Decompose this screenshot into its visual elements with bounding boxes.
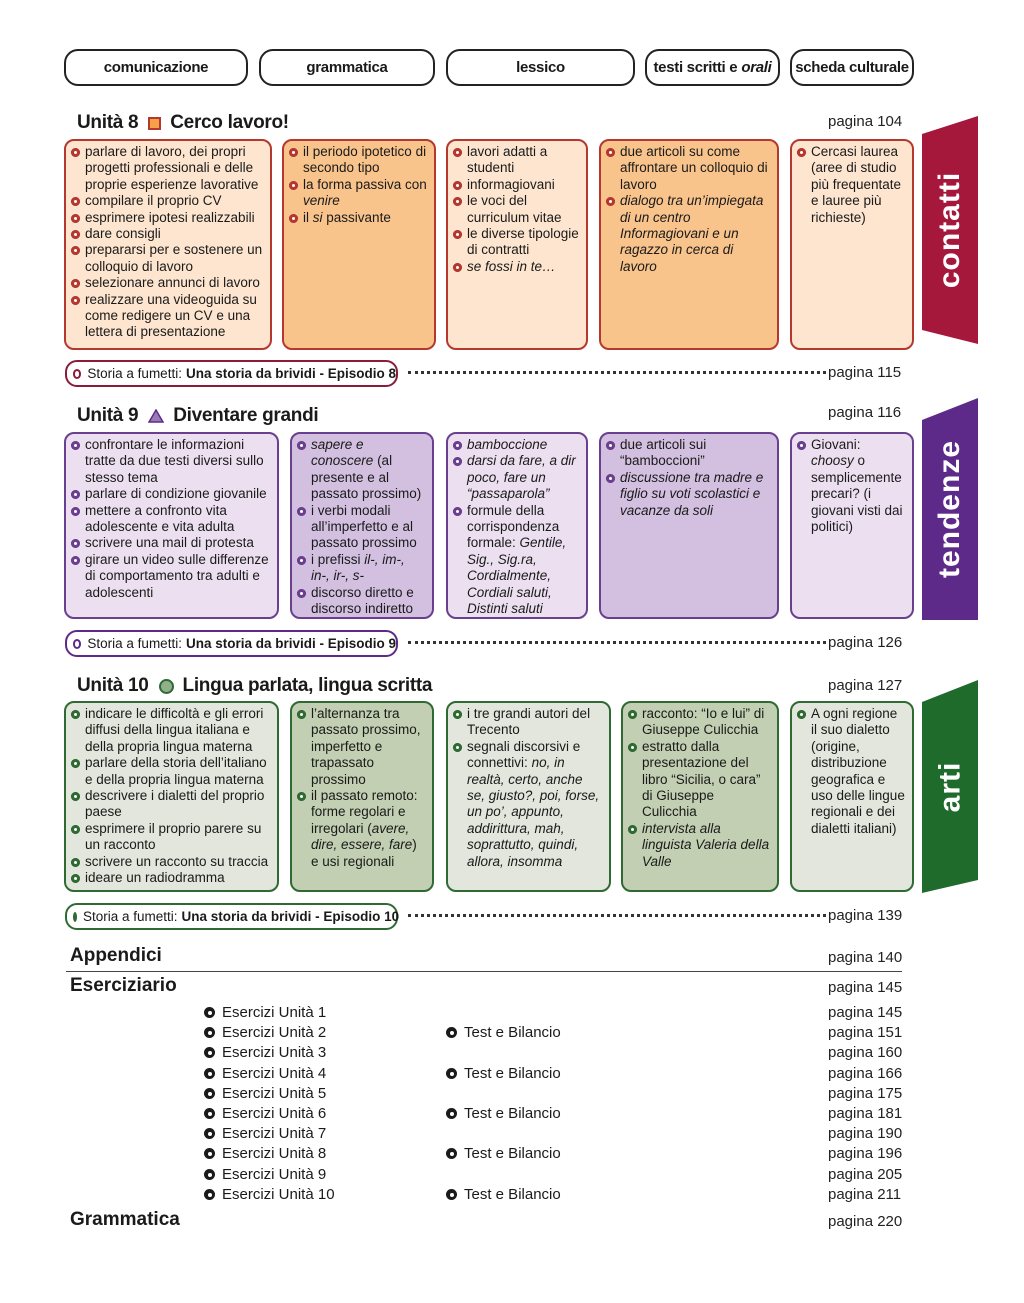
exercise-page: pagina 151 [828,1024,903,1041]
unit10-scheda [790,701,914,892]
unit9-comic-row [65,630,398,657]
list-item [453,739,604,870]
side-label: arti [933,761,966,812]
list-item [297,552,427,585]
comic-label: Storia a fumetti: [87,636,182,651]
list-item: parlare di condizione giovanile [71,486,272,502]
exercise-page: pagina 160 [828,1044,903,1061]
text: i prefissi [311,551,361,567]
exercise-page: pagina 205 [828,1166,903,1183]
exercise-label: Esercizi Unità 4 [222,1065,327,1082]
unit10-comunicazione [64,701,279,892]
unit10-grammatica [290,701,434,892]
bullet-icon [73,369,81,379]
unit8-side-tab [922,116,978,344]
list-item: compilare il proprio CV [71,193,265,209]
test-label: Test e Bilancio [464,1065,561,1082]
list-item: ideare un radiodramma [71,870,272,886]
exercise-label: Esercizi Unità 8 [222,1145,327,1162]
square-icon [148,117,161,130]
unit10-testi [621,701,779,892]
test-item [446,1024,561,1041]
circle-icon [159,679,174,694]
header-label: testi scritti e [653,59,738,76]
text: passivante [326,209,391,225]
list-item [297,788,427,870]
list-item: bamboccione [453,437,581,453]
list-item: scrivere una mail di protesta [71,535,272,551]
dotted-leader [408,641,826,644]
unit10-lessico [446,701,611,892]
list-item: realizzare una videoguida su come redigere un CV e una lettera di presentazione [71,292,265,341]
list-item [797,437,907,535]
unit8-comunicazione [64,139,272,350]
list-item: parlare di lavoro, dei propri progetti professionali e delle proprie esperienze lavorative [71,144,265,193]
comic-label: Storia a fumetti: [87,366,182,381]
grammatica-page: pagina 220 [828,1213,903,1230]
text: il passato remoto: forme regolari e irregolari ( [311,788,418,836]
text: il [303,209,309,225]
test-item [446,1105,561,1122]
unit-name: Diventare grandi [173,405,319,426]
list-item: prepararsi per e sostenere un colloquio di lavoro [71,242,265,275]
list-item [289,210,429,226]
exercise-label: Esercizi Unità 10 [222,1186,335,1203]
exercise-item [204,1024,326,1041]
unit10-title [77,675,432,697]
unit9-lessico [446,432,588,619]
text-italic: no, in realtà, certo, anche se, giusto?, poi, forse, un po’, appunto, addirittura, mah, soprattutto, quindi, allora, insomma [467,755,600,869]
unit-number: Unità 9 [77,405,139,426]
header-label-italic: orali [741,59,772,76]
bullet-icon [204,1068,215,1079]
bullet-icon [204,1148,215,1159]
unit9-side-tab [922,398,978,620]
bullet-icon [204,1088,215,1099]
appendici-page: pagina 140 [828,949,903,966]
unit8-scheda [790,139,914,350]
dotted-leader [408,371,826,374]
exercise-label: Esercizi Unità 6 [222,1105,327,1122]
header-lessico [446,49,635,86]
unit8-comic-page: pagina 115 [828,364,902,381]
bullet-icon [204,1047,215,1058]
exercise-item [204,1065,326,1082]
exercise-page: pagina 196 [828,1145,903,1162]
bullet-icon [446,1108,457,1119]
list-item: le diverse tipologie di contratti [453,226,581,259]
text: la forma passiva con [303,176,427,192]
list-item: due articoli sui “bamboccioni” [606,437,772,470]
text-italic: Gentile, Sig., Sig.ra, Cordialmente, Cordiali saluti, Distinti saluti [467,535,567,617]
bullet-icon [73,639,81,649]
list-item: lavori adatti a studenti [453,144,581,177]
text-italic: avere, dire, essere, fare [311,820,413,853]
list-item: i tre grandi autori del Trecento [453,706,604,739]
unit9-grammatica [290,432,434,619]
exercise-page: pagina 211 [828,1186,902,1203]
unit8-page: pagina 104 [828,113,903,130]
list-item: intervista alla linguista Valeria della Valle [628,821,772,870]
text: o semplicemente precari? (i giovani visti dai politici) [811,453,903,535]
list-item: esprimere il proprio parere su un racconto [71,821,272,854]
grammatica-heading: Grammatica [70,1209,180,1230]
unit9-scheda [790,432,914,619]
unit8-lessico [446,139,588,350]
exercise-label: Esercizi Unità 9 [222,1166,327,1183]
list-item: darsi da fare, a dir poco, fare un “passaparola” [453,453,581,502]
test-label: Test e Bilancio [464,1186,561,1203]
unit9-comic-page: pagina 126 [828,634,903,651]
bullet-icon [204,1007,215,1018]
side-label: contatti [933,171,967,289]
exercise-page: pagina 181 [828,1105,903,1122]
text: Giovani: [811,437,861,452]
exercise-item [204,1145,326,1162]
test-label: Test e Bilancio [464,1024,561,1041]
bullet-icon [204,1027,215,1038]
bullet-icon [204,1189,215,1200]
list-item: l’alternanza tra passato prossimo, imperfetto e trapassato prossimo [297,706,427,788]
test-item [446,1065,561,1082]
bullet-icon [446,1027,457,1038]
comic-label: Storia a fumetti: [83,909,178,924]
bullet-icon [446,1148,457,1159]
list-item: discussione tra madre e figlio su voti scolastici e vacanze da soli [606,470,772,519]
text: segnali discorsivi e connettivi: [467,738,581,771]
text-italic: il-, im-, in-, ir-, s- [311,551,405,584]
list-item: indicare le difficoltà e gli errori diffusi della lingua italiana e della propria lingua materna [71,706,272,755]
text: (al presente e al passato prossimo) [311,453,422,502]
list-item: parlare della storia dell’italiano e della propria lingua materna [71,755,272,788]
unit8-grammatica [282,139,436,350]
list-item: discorso diretto e discorso indiretto [297,585,427,618]
comic-title: Una storia da brividi - Episodio 10 [181,909,400,924]
list-item: descrivere i dialetti del proprio paese [71,788,272,821]
bullet-icon [204,1169,215,1180]
bullet-icon [73,912,77,922]
bullet-icon [446,1189,457,1200]
exercise-item [204,1186,335,1203]
unit8-title [77,112,289,134]
exercise-label: Esercizi Unità 1 [222,1004,327,1021]
side-label: tendenze [933,439,966,579]
header-scheda [790,49,914,86]
triangle-icon [148,409,164,423]
text-italic: venire [303,193,340,209]
list-item: dare consigli [71,226,265,242]
list-item: scrivere un racconto su traccia [71,854,272,870]
list-item: estratto dalla presentazione del libro “Sicilia, o cara” di Giuseppe Culicchia [628,739,772,821]
exercise-item [204,1085,326,1102]
unit-name: Cerco lavoro! [170,112,289,133]
test-label: Test e Bilancio [464,1145,561,1162]
header-label: lessico [516,59,565,76]
list-item: dialogo tra un’impiegata di un centro Informagiovani e un ragazzo in cerca di lavoro [606,193,772,275]
exercise-label: Esercizi Unità 2 [222,1024,327,1041]
text-italic: sapere e conoscere [311,437,374,469]
list-item: Cercasi laurea (aree di studio più frequentate e lauree più richieste) [797,144,907,226]
text-italic: choosy [811,453,854,469]
list-item: i verbi modali all’imperfetto e al passato prossimo [297,503,427,552]
exercise-item [204,1105,326,1122]
divider [66,971,902,972]
list-item [289,177,429,210]
exercise-label: Esercizi Unità 5 [222,1085,327,1102]
header-label: comunicazione [103,59,209,76]
list-item: selezionare annunci di lavoro [71,275,265,291]
list-item: due articoli su come affrontare un colloquio di lavoro [606,144,772,193]
header-label: grammatica [306,59,388,76]
list-item: se fossi in te… [453,259,581,275]
list-item: il periodo ipotetico di secondo tipo [289,144,429,177]
text-italic: si [312,209,323,225]
exercise-item [204,1166,326,1183]
list-item: mettere a confronto vita adolescente e vita adulta [71,503,272,536]
exercise-label: Esercizi Unità 7 [222,1125,327,1142]
appendici-heading: Appendici [70,945,162,966]
eserciziario-page: pagina 145 [828,979,903,996]
exercise-page: pagina 175 [828,1085,903,1102]
test-item [446,1186,561,1203]
unit8-testi [599,139,779,350]
test-item [446,1145,561,1162]
unit9-page: pagina 116 [828,404,902,421]
unit9-title [77,405,318,427]
unit10-comic-page: pagina 139 [828,907,903,924]
exercise-page: pagina 145 [828,1004,903,1021]
exercise-label: Esercizi Unità 3 [222,1044,327,1061]
unit-number: Unità 8 [77,112,139,133]
unit10-side-tab [922,680,978,893]
exercise-item [204,1044,326,1061]
exercise-item [204,1125,326,1142]
list-item: esprimere ipotesi realizzabili [71,210,265,226]
unit9-comunicazione [64,432,279,619]
dotted-leader [408,914,826,917]
list-item: confrontare le informazioni tratte da due testi diversi sullo stesso tema [71,437,272,486]
unit10-comic-row [65,903,398,930]
unit10-page: pagina 127 [828,677,903,694]
text: formule della corrispondenza formale: [467,502,560,551]
list-item: le voci del curriculum vitae [453,193,581,226]
exercise-item [204,1004,326,1021]
list-item: informagiovani [453,177,581,193]
exercise-page: pagina 166 [828,1065,903,1082]
eserciziario-heading: Eserciziario [70,975,177,996]
unit-number: Unità 10 [77,675,149,696]
comic-title: Una storia da brividi - Episodio 9 [185,636,396,651]
test-label: Test e Bilancio [464,1105,561,1122]
header-comunicazione [64,49,248,86]
list-item: girare un video sulle differenze di comportamento tra adulti e adolescenti [71,552,272,601]
exercise-page: pagina 190 [828,1125,903,1142]
header-grammatica [259,49,435,86]
unit9-testi [599,432,779,619]
list-item: A ogni regione il suo dialetto (origine, distribuzione geografica e uso delle lingue regionali e dei dialetti italiani) [797,706,907,837]
list-item [453,503,581,618]
list-item [297,437,427,503]
bullet-icon [204,1128,215,1139]
unit8-comic-row [65,360,398,387]
unit-name: Lingua parlata, lingua scritta [182,675,433,696]
text: ) e usi regionali [311,837,417,869]
bullet-icon [446,1068,457,1079]
header-label: scheda culturale [795,59,909,76]
list-item: racconto: “Io e lui” di Giuseppe Culicchia [628,706,772,739]
header-testi [645,49,780,86]
bullet-icon [204,1108,215,1119]
comic-title: Una storia da brividi - Episodio 8 [185,366,396,381]
